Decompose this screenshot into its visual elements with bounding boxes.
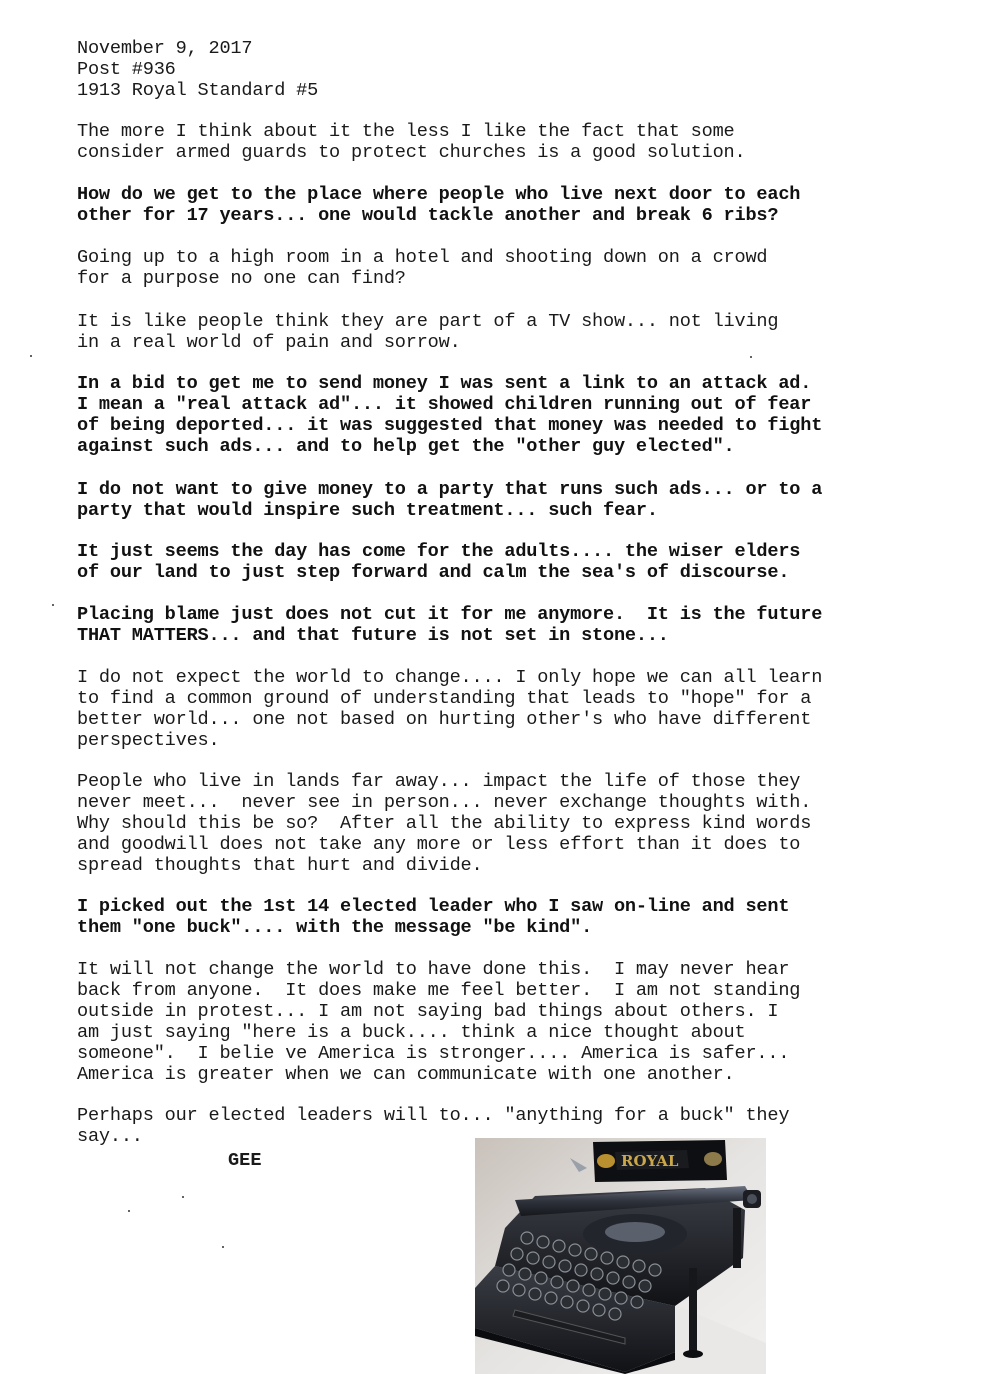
ink-speck xyxy=(128,1210,130,1212)
paragraph-one-buck: I picked out the 1st 14 elected leader who I saw on-line and sent them "one buck".... with the message "be kind". xyxy=(77,896,790,938)
ink-speck xyxy=(52,604,54,606)
header-date: November 9, 2017 xyxy=(77,38,253,59)
ink-speck xyxy=(222,1246,224,1248)
paragraph-lands-far-away: People who live in lands far away... impact the life of those they never meet... never see in person... never exchange thoughts with. Why should this be so? After all the ability to express kind words and goodwill does not take any more or less effort than it does to spread thoughts that hurt and divide. xyxy=(77,771,812,876)
brand-plate-text: ROYAL xyxy=(621,1152,679,1170)
paragraph-blame: Placing blame just does not cut it for me anymore. It is the future THAT MATTERS... and that future is not set in stone... xyxy=(77,604,823,646)
paragraph-closing: Perhaps our elected leaders will to... "anything for a buck" they say... xyxy=(77,1105,790,1147)
paragraph-adults: It just seems the day has come for the adults.... the wiser elders of our land to just step forward and calm the sea's of discourse. xyxy=(77,541,801,583)
header-typewriter-model: 1913 Royal Standard #5 xyxy=(77,80,319,101)
paragraph-armed-guards: The more I think about it the less I like the fact that some consider armed guards to protect churches is a good solution. xyxy=(77,121,746,163)
signature: GEE xyxy=(228,1150,262,1171)
paragraph-hotel: Going up to a high room in a hotel and shooting down on a crowd for a purpose no one can find? xyxy=(77,247,768,289)
ink-speck xyxy=(750,356,752,358)
ink-speck xyxy=(30,355,32,357)
paragraph-attack-ad: In a bid to get me to send money I was sent a link to an attack ad. I mean a "real attack ad"... it showed children running out of fear of being deported... it was suggested that money was needed to fight against such ads... and to help get the "other guy elected". xyxy=(77,373,823,457)
paragraph-neighbors: How do we get to the place where people who live next door to each other for 17 years... one would tackle another and break 6 ribs? xyxy=(77,184,801,226)
paragraph-common-ground: I do not expect the world to change.... I only hope we can all learn to find a common ground of understanding that leads to "hope" for a better world... one not based on hurting other's who have different perspectives. xyxy=(77,667,823,751)
header-post-number: Post #936 xyxy=(77,59,176,80)
paragraph-change-world: It will not change the world to have done this. I may never hear back from anyone. It does make me feel better. I am not standing outside in protest... I am not saying bad things about others. I am just saying "here is a buck.... think a nice thought about someone". I belie ve America is stronger.... America is safer... America is greater when we can communicate with one another. xyxy=(77,959,801,1085)
typewriter-photo xyxy=(475,1138,766,1374)
ink-speck xyxy=(182,1196,184,1198)
typewriter-illustration xyxy=(475,1138,766,1374)
paragraph-tv-show: It is like people think they are part of a TV show... not living in a real world of pain and sorrow. xyxy=(77,311,779,353)
paragraph-party: I do not want to give money to a party that runs such ads... or to a party that would inspire such treatment... such fear. xyxy=(77,479,823,521)
